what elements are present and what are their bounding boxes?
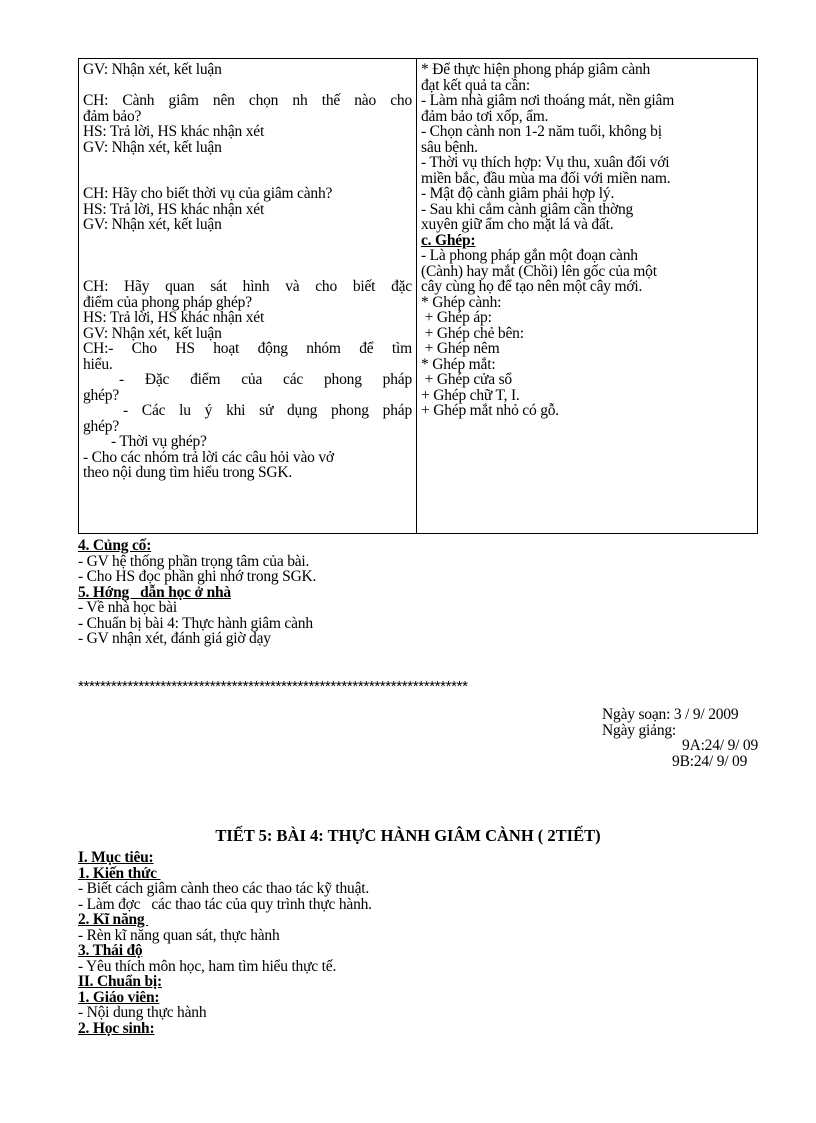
- left-line: - Đặc điểm của các phong pháp: [119, 371, 412, 388]
- right-line: - Mật độ cành giâm phải hợp lý.: [421, 185, 615, 202]
- right-line: + Ghép mắt nhỏ có gỗ.: [421, 402, 559, 419]
- teacher-activities-cell: [79, 59, 417, 534]
- left-line: HS: Trả lời, HS khác nhận xét: [83, 123, 265, 140]
- objectives-section: [78, 850, 372, 1036]
- left-line: hiểu.: [83, 355, 113, 373]
- left-line: ghép?: [83, 417, 120, 435]
- right-line: * Ghép mắt:: [421, 355, 496, 373]
- list-item: - GV hệ thống phần trọng tâm của bài.: [78, 552, 310, 570]
- list-item: - GV nhận xét, đánh giá giờ dạy: [78, 630, 271, 647]
- left-line: đảm bảo?: [83, 107, 142, 125]
- preparation-heading: II. Chuẩn bị:: [78, 973, 162, 990]
- list-item: - Cho HS đọc phần ghi nhớ trong SGK.: [78, 568, 317, 585]
- left-line: điểm của phong pháp ghép?: [83, 293, 252, 311]
- right-line: * Ghép cành:: [421, 293, 502, 311]
- left-line: GV: Nhận xét, kết luận: [83, 324, 222, 342]
- right-line: + Ghép nêm: [421, 340, 500, 357]
- right-line: - Là phong pháp gắn một đoạn cành: [421, 247, 638, 264]
- attitude-heading: 3. Thái độ: [78, 942, 143, 959]
- right-line: - Sau khi cắm cành giâm cần thờng: [421, 200, 634, 218]
- left-line: CH: Cành giâm nên chọn nh thế nào cho: [83, 92, 412, 109]
- skills-heading: 2. Kĩ năng: [78, 911, 149, 928]
- separator-line: ***********************************************************************: [78, 678, 468, 695]
- grafting-heading: c. Ghép:: [421, 231, 476, 249]
- consolidation-section: [78, 538, 316, 647]
- left-line: - Thời vụ ghép?: [111, 433, 207, 450]
- right-line: * Để thực hiện phong pháp giâm cành: [421, 61, 651, 78]
- left-line: ghép?: [83, 386, 120, 404]
- left-line: GV: Nhận xét, kết luận: [83, 61, 222, 78]
- left-line: GV: Nhận xét, kết luận: [83, 138, 222, 156]
- list-item: - Rèn kĩ năng quan sát, thực hành: [78, 926, 280, 944]
- lesson-title: TIẾT 5: BÀI 4: THỰC HÀNH GIÂM CÀNH ( 2TIẾT): [215, 826, 601, 845]
- student-heading: 2. Học sinh:: [78, 1019, 155, 1037]
- table-row: [79, 59, 758, 534]
- list-item: - Biết cách giâm cành theo các thao tác kỹ thuật.: [78, 880, 370, 897]
- knowledge-heading: 1. Kiến thức: [78, 864, 161, 882]
- left-line: CH: Hãy quan sát hình và cho biết đặc: [83, 278, 412, 295]
- list-item: - Chuẩn bị bài 4: Thực hành giâm cành: [78, 614, 313, 632]
- prep-date: Ngày soạn: 3 / 9/ 2009: [602, 706, 739, 723]
- right-line: miền bắc, đầu mùa ma đối với miền nam.: [421, 169, 671, 187]
- right-line: xuyên giữ ẩm cho mặt lá và đất.: [421, 216, 614, 233]
- teach-date-label: Ngày giảng:: [602, 721, 677, 739]
- right-line: - Thời vụ thích hợp: Vụ thu, xuân đối với: [421, 154, 670, 171]
- consolidation-heading: 4. Củng cố:: [78, 537, 152, 554]
- date-block: [602, 707, 758, 769]
- list-item: - Về nhà học bài: [78, 599, 177, 616]
- right-line: (Cành) hay mắt (Chồi) lên gốc của một: [421, 262, 657, 280]
- right-line: sâu bệnh.: [421, 138, 478, 156]
- left-line: GV: Nhận xét, kết luận: [83, 216, 222, 233]
- right-line: - Làm nhà giâm nơi thoáng mát, nền giâm: [421, 92, 675, 109]
- right-line: - Chọn cành non 1-2 năm tuổi, không bị: [421, 123, 662, 140]
- left-line: HS: Trả lời, HS khác nhận xét: [83, 309, 265, 326]
- right-line: đảm bảo tơi xốp, ẩm.: [421, 107, 549, 125]
- class-b-date: 9B:24/ 9/ 09: [672, 752, 748, 770]
- right-line: + Ghép áp:: [421, 309, 492, 326]
- list-item: - Làm đợc các thao tác của quy trình thực hành.: [78, 895, 372, 913]
- right-line: + Ghép chữ T, I.: [421, 386, 520, 404]
- list-item: - Yêu thích môn học, ham tìm hiểu thực tế.: [78, 957, 337, 975]
- teacher-heading: 1. Giáo viên:: [78, 988, 160, 1006]
- lesson-table: [78, 58, 758, 534]
- right-line: + Ghép chẻ bên:: [421, 324, 524, 342]
- right-line: đạt kết quả ta cần:: [421, 76, 530, 94]
- homework-heading: 5. Hớng dẫn học ở nhà: [78, 583, 231, 601]
- right-line: cây cùng họ để tạo nên một cây mới.: [421, 278, 643, 295]
- left-line: - Các lu ý khi sử dụng phong pháp: [123, 402, 412, 419]
- left-line: HS: Trả lời, HS khác nhận xét: [83, 200, 265, 218]
- right-line: + Ghép cửa sổ: [421, 371, 512, 388]
- objectives-heading: I. Mục tiêu:: [78, 849, 154, 866]
- content-cell: [417, 59, 758, 534]
- left-line: CH:- Cho HS hoạt động nhóm để tìm: [83, 340, 412, 357]
- left-line: CH: Hãy cho biết thời vụ của giâm cành?: [83, 185, 333, 202]
- left-line: - Cho các nhóm trả lời các câu hỏi vào vở: [83, 448, 334, 466]
- left-line: theo nội dung tìm hiểu trong SGK.: [83, 464, 293, 481]
- class-a-date: 9A:24/ 9/ 09: [682, 737, 758, 754]
- list-item: - Nội dung thực hành: [78, 1004, 207, 1021]
